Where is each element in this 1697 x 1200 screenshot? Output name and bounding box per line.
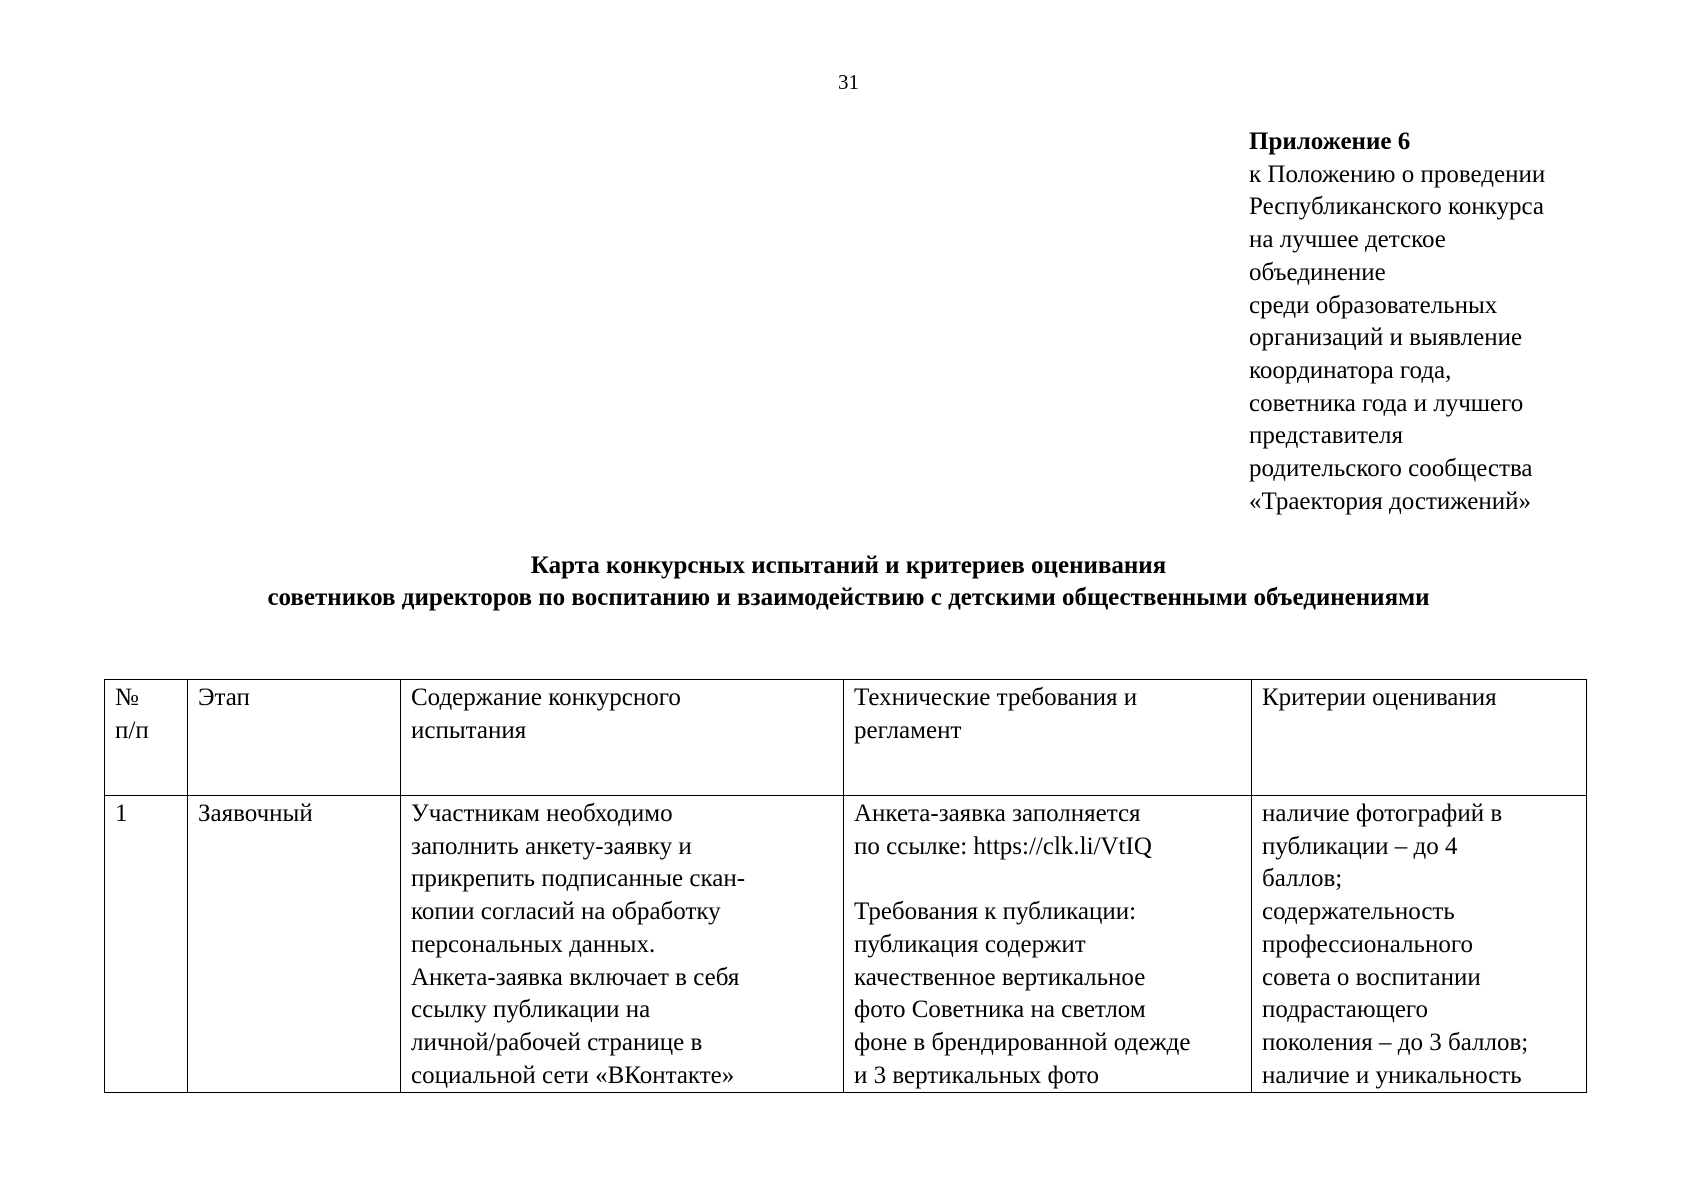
header-stage-label: Этап xyxy=(198,684,250,711)
appendix-title: Приложение 6 xyxy=(1249,128,1411,155)
appendix-line: организаций и выявление xyxy=(1249,324,1523,352)
header-stage xyxy=(188,680,401,796)
cell-stage-value: Заявочный xyxy=(198,800,313,827)
header-number-line: № xyxy=(115,684,139,711)
cell-criteria-line: совета о воспитании xyxy=(1262,963,1481,991)
cell-content-line: личной/рабочей странице в xyxy=(411,1028,703,1056)
cell-technical-line: Анкета-заявка заполняется xyxy=(854,800,1141,827)
cell-technical-line: Требования к публикации: xyxy=(854,898,1137,926)
cell-technical xyxy=(844,796,1252,1093)
cell-criteria-line: наличие фотографий в xyxy=(1262,800,1503,827)
appendix-line: родительского сообщества xyxy=(1249,455,1533,483)
cell-technical-line: фоне в брендированной одежде xyxy=(854,1028,1191,1056)
table-header-row xyxy=(105,680,1587,796)
appendix-line: на лучшее детское xyxy=(1249,226,1446,254)
header-technical-line: регламент xyxy=(854,716,962,744)
cell-content-line: заполнить анкету-заявку и xyxy=(411,832,692,860)
header-technical xyxy=(844,680,1252,796)
cell-content-line: Участникам необходимо xyxy=(411,800,673,827)
cell-criteria-line: содержательность xyxy=(1262,898,1455,926)
cell-technical-line: публикация содержит xyxy=(854,930,1086,958)
header-content xyxy=(401,680,844,796)
cell-content-line: копии согласий на обработку xyxy=(411,898,721,926)
appendix-line: Республиканского конкурса xyxy=(1249,193,1545,221)
appendix-line: к Положению о проведении xyxy=(1249,160,1546,188)
header-criteria-label: Критерии оценивания xyxy=(1262,684,1497,711)
cell-criteria-line: баллов; xyxy=(1262,865,1343,893)
cell-criteria-line: подрастающего xyxy=(1262,996,1429,1024)
page-number: 31 xyxy=(838,70,859,94)
appendix-line: «Траектория достижений» xyxy=(1249,487,1531,515)
appendix-line: координатора года, xyxy=(1249,356,1452,384)
document-title-line-1: Карта конкурсных испытаний и критериев оценивания xyxy=(530,552,1167,579)
header-criteria xyxy=(1252,680,1587,796)
cell-content-line: социальной сети «ВКонтакте» xyxy=(411,1061,735,1089)
cell-criteria-line: поколения – до 3 баллов; xyxy=(1262,1028,1529,1056)
cell-content-line: прикрепить подписанные скан- xyxy=(411,865,746,893)
cell-content-line: ссылку публикации на xyxy=(411,996,651,1024)
appendix-line: объединение xyxy=(1249,258,1386,286)
cell-content-line: персональных данных. xyxy=(411,930,656,958)
cell-stage xyxy=(188,796,401,1093)
document-title xyxy=(0,550,1697,614)
header-content-line: испытания xyxy=(411,716,527,744)
criteria-table xyxy=(104,679,1587,1093)
cell-criteria-line: профессионального xyxy=(1262,930,1473,958)
cell-criteria-line: публикации – до 4 xyxy=(1262,832,1458,860)
table-row xyxy=(105,796,1587,1093)
cell-technical-line: качественное вертикальное xyxy=(854,963,1146,991)
header-technical-line: Технические требования и xyxy=(854,684,1138,711)
cell-technical-line: фото Советника на светлом xyxy=(854,996,1146,1024)
appendix-line: представителя xyxy=(1249,422,1403,450)
cell-criteria-line: наличие и уникальность xyxy=(1262,1061,1522,1089)
cell-number xyxy=(105,796,188,1093)
appendix-line: советника года и лучшего xyxy=(1249,389,1524,417)
appendix-block xyxy=(1249,126,1609,518)
header-number xyxy=(105,680,188,796)
cell-content-line: Анкета-заявка включает в себя xyxy=(411,963,740,991)
cell-technical-line: по ссылке: https://clk.li/VtIQ xyxy=(854,832,1152,860)
cell-criteria xyxy=(1252,796,1587,1093)
document-title-line-2: советников директоров по воспитанию и взаимодействию с детскими общественными объединениями xyxy=(267,584,1430,611)
paragraph-spacer xyxy=(854,863,1241,896)
header-number-line: п/п xyxy=(115,716,149,744)
header-content-line: Содержание конкурсного xyxy=(411,684,681,711)
cell-content xyxy=(401,796,844,1093)
cell-technical-line: и 3 вертикальных фото xyxy=(854,1061,1099,1089)
appendix-line: среди образовательных xyxy=(1249,291,1498,319)
cell-number-value: 1 xyxy=(115,800,128,827)
